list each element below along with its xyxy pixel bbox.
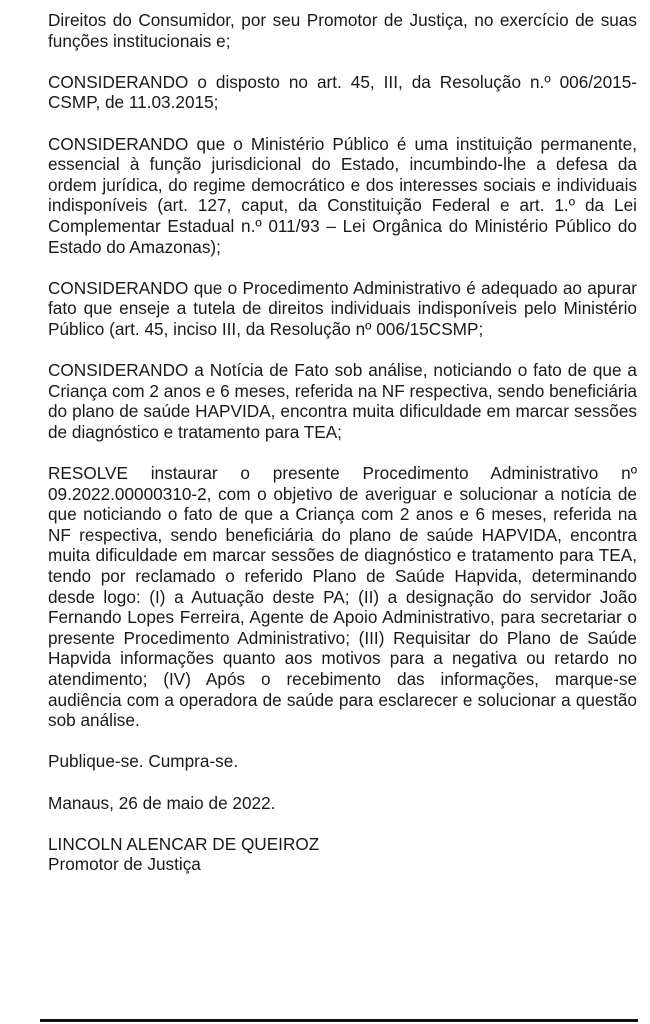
place-date-line: Manaus, 26 de maio de 2022. — [48, 792, 276, 813]
signatory-name: LINCOLN ALENCAR DE QUEIROZ — [48, 833, 320, 854]
considerando-resolucao-paragraph: CONSIDERANDO o disposto no art. 45, III, da Resolução n.º 006/2015-CSMP, de 11.03.2015; — [48, 71, 637, 113]
resolve-paragraph: RESOLVE instaurar o presente Procedimento Administrativo nº 09.2022.00000310-2, com o objetivo de averiguar e solucionar a notícia de que noticiando o fato de que a Criança com 2 anos e 6 meses, referida na NF respectiva, sendo beneficiária do plano de saúde HAPVIDA, encontra muita dificuldade em marcar sessões de diagnóstico e tratamento para TEA, tendo por reclamado o referido Plano de Saúde Hapvida, determinando desde logo: (I) a Autuação deste PA; (II) a designação do servidor João Fernando Lopes Ferreira, Agente de Apoio Administrativo, para secretariar o presente Procedimento Administrativo; (III) Requisitar do Plano de Saúde Hapvida informações quanto aos motivos para a negativa ou retardo no atendimento; (IV) Após o recebimento das informações, marque-se audiência com a operadora de saúde para esclarecer e solucionar a questão sob análise. — [48, 463, 637, 731]
considerando-noticia-paragraph: CONSIDERANDO a Notícia de Fato sob análise, noticiando o fato de que a Criança com 2 anos e 6 meses, referida na NF respectiva, sendo beneficiária do plano de saúde HAPVIDA, encontra muita dificuldade em marcar sessões de diagnóstico e tratamento para TEA; — [48, 360, 637, 442]
signature-block — [48, 834, 637, 875]
intro-paragraph: Direitos do Consumidor, por seu Promotor de Justiça, no exercício de suas funções institucionais e; — [48, 10, 637, 51]
considerando-ministerio-paragraph: CONSIDERANDO que o Ministério Público é uma instituição permanente, essencial à função jurisdicional do Estado, incumbindo-lhe a defesa da ordem jurídica, do regime democrático e dos interesses sociais e individuais indisponíveis (art. 127, caput, da Constituição Federal e art. 1.º da Lei Complementar Estadual n.º 011/93 – Lei Orgânica do Ministério Público do Estado do Amazonas); — [48, 133, 637, 257]
document-page — [48, 10, 637, 875]
closing-line: Publique-se. Cumpra-se. — [48, 751, 239, 772]
signatory-title: Promotor de Justiça — [48, 854, 201, 875]
considerando-procedimento-paragraph: CONSIDERANDO que o Procedimento Administrativo é adequado ao apurar fato que enseje a tutela de direitos individuais indisponíveis pelo Ministério Público (art. 45, inciso III, da Resolução nº 006/15CSMP; — [48, 277, 637, 339]
bottom-rule — [40, 1019, 638, 1022]
